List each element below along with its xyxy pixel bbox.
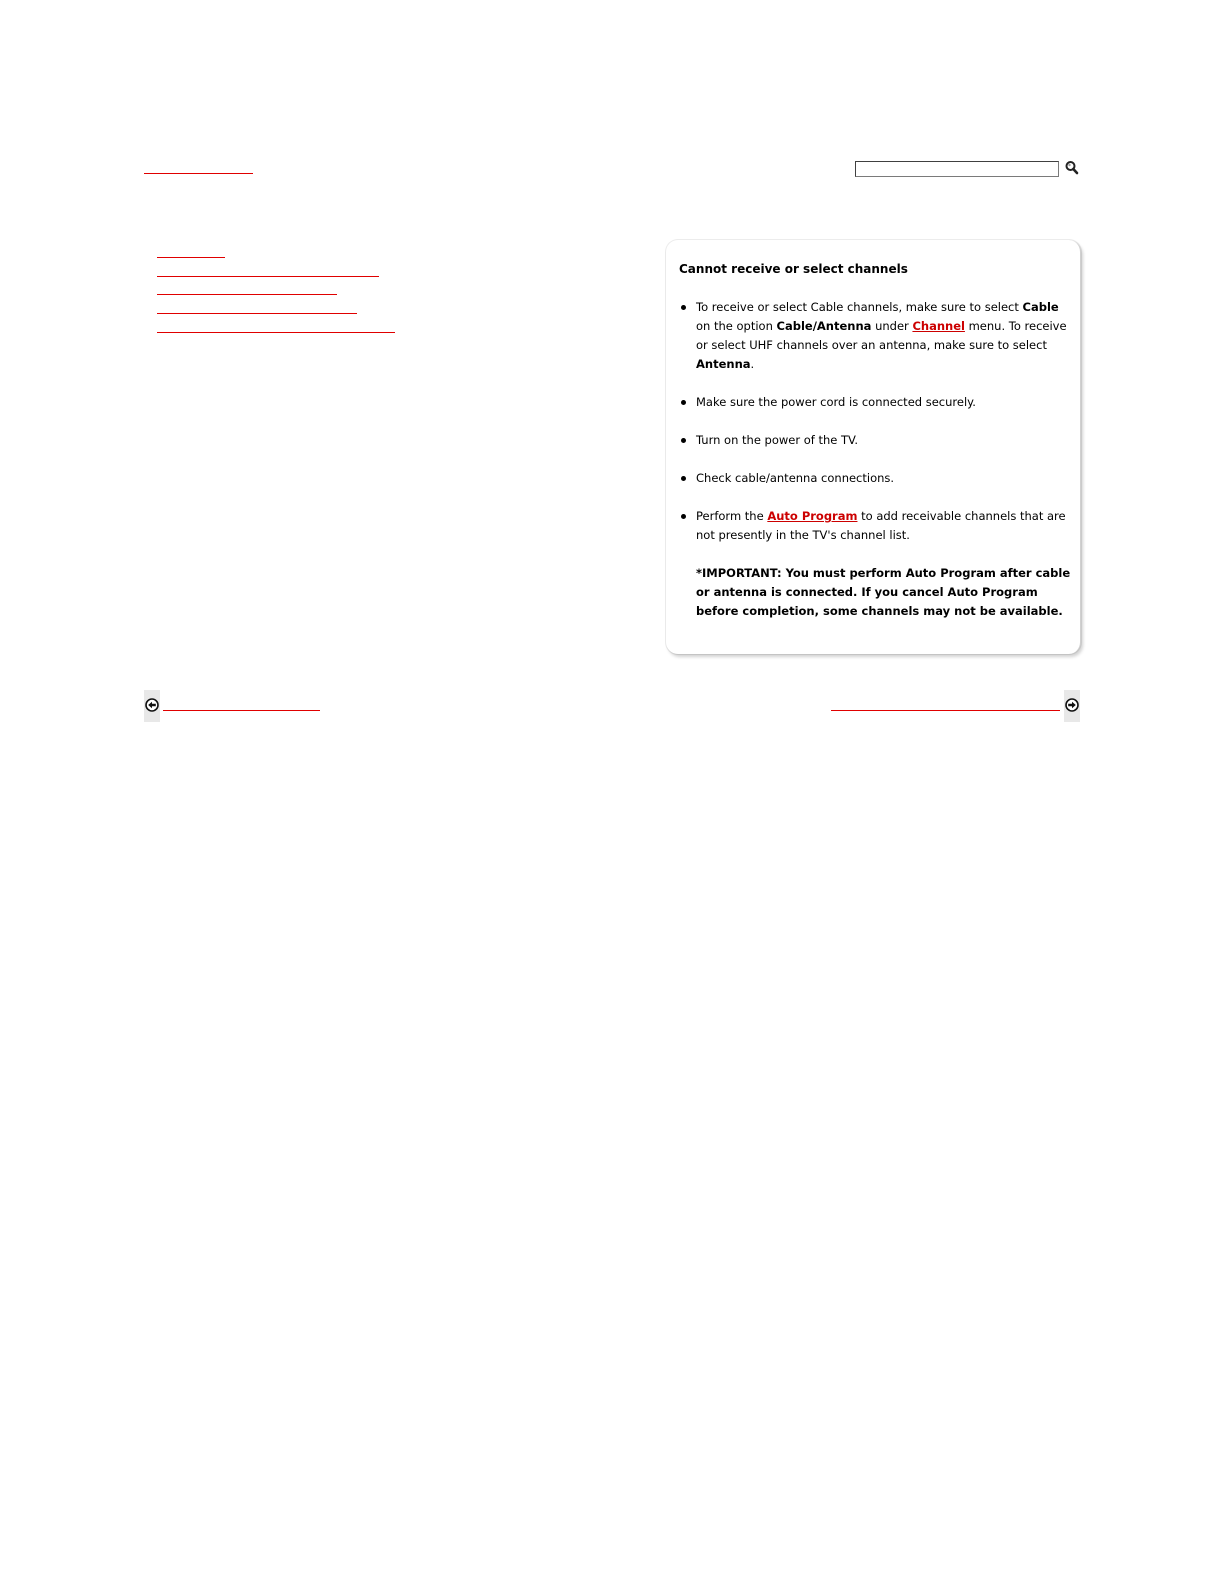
arrow-left-circle-icon <box>145 698 159 712</box>
topic-link[interactable] <box>157 332 395 333</box>
bullet-list <box>679 298 1071 640</box>
topic-link[interactable] <box>157 276 379 277</box>
previous-page-button[interactable] <box>144 690 160 722</box>
important-note: *IMPORTANT: You must perform Auto Program after cable or antenna is connected. If you cancel Auto Program before completion, some channels may not be available. <box>696 566 1071 618</box>
channel-link[interactable]: Channel <box>912 319 965 333</box>
item-text: Perform the <box>696 509 768 523</box>
item-text: menu. To receive or select UHF channels over an antenna, make sure to select <box>696 319 1067 352</box>
next-page-link[interactable] <box>831 710 1060 711</box>
previous-page-link[interactable] <box>163 710 320 711</box>
item-text: Make sure the power cord is connected securely. <box>696 395 976 409</box>
topic-link[interactable] <box>157 257 225 258</box>
list-item <box>679 507 1071 621</box>
item-text: to add receivable channels that are not presently in the TV's channel list. <box>696 509 1066 542</box>
search-input[interactable] <box>855 161 1059 177</box>
item-text: . <box>750 357 755 371</box>
bullet-icon <box>681 438 686 443</box>
next-page-button[interactable] <box>1064 690 1080 722</box>
list-item <box>679 469 1071 488</box>
card-title: Cannot receive or select channels <box>679 262 908 276</box>
auto-program-link[interactable]: Auto Program <box>767 509 858 523</box>
item-text: To receive or select Cable channels, make sure to select <box>696 300 1023 314</box>
arrow-right-circle-icon <box>1065 698 1079 712</box>
item-bold-cable-antenna: Cable/Antenna <box>776 319 872 333</box>
list-item <box>679 431 1071 450</box>
topic-link[interactable] <box>157 313 357 314</box>
item-text: on the option <box>696 319 777 333</box>
list-item <box>679 393 1071 412</box>
home-link[interactable] <box>144 173 253 174</box>
item-bold-antenna: Antenna <box>696 357 751 371</box>
bullet-icon <box>681 514 686 519</box>
bullet-icon <box>681 476 686 481</box>
bullet-icon <box>681 305 686 310</box>
topic-link[interactable] <box>157 294 337 295</box>
item-text: Turn on the power of the TV. <box>696 433 859 447</box>
item-text: Check cable/antenna connections. <box>696 471 895 485</box>
item-bold-cable: Cable <box>1022 300 1059 314</box>
search-button[interactable] <box>1065 160 1079 176</box>
troubleshooting-card <box>666 240 1081 654</box>
bullet-icon <box>681 400 686 405</box>
list-item <box>679 298 1071 374</box>
magnifier-icon <box>1065 160 1079 176</box>
item-text: under <box>871 319 913 333</box>
